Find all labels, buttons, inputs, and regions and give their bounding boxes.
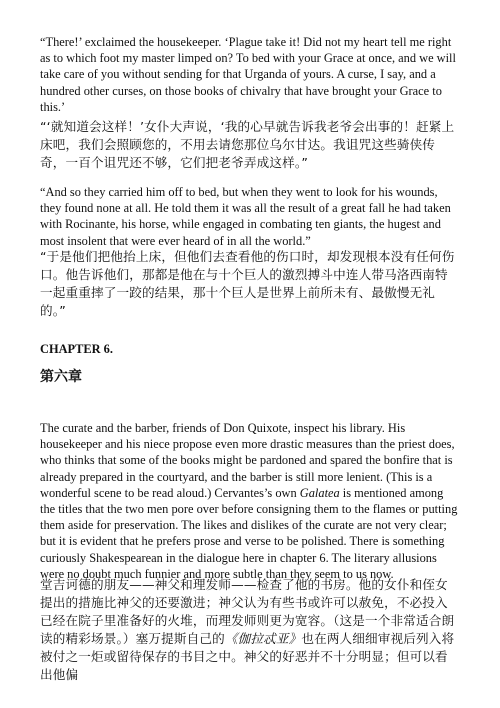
paragraph-en-text-part-2: is mentioned among the titles that the two men pore over before consigning them to the flames or putting them aside for preservation. The likes and dislikes of the curate are not very clear; but it is evident that he prefers prose and verse to be polished. There is something curiously Shakespearean in the dialogue here in chapter 6. The literary allusions were no doubt much funnier and more subtle than they seem to us now.	[40, 485, 458, 581]
chapter-heading-en: CHAPTER 6.	[40, 342, 113, 356]
paragraph-en-library-inspection	[40, 420, 460, 582]
paragraph-en-housekeeper: “There!’ exclaimed the housekeeper. ‘Plague take it! Did not my heart tell me right as to which foot my master limped on? To bed with your Grace at once, and we will take care of you without sending for that Urganda of yours. A curse, I say, and a hundred other curses, on those books of chivalry that have brought your Grace to this.’	[40, 35, 456, 114]
paragraph-zh-text-part-2: 也在两人细细审视后列入将被付之一炬或留待保存的书目之中。神父的好恶并不十分明显；但可以看出他偏	[40, 631, 455, 682]
paragraph-zh-library-inspection	[40, 576, 460, 684]
chapter-heading-zh: 第六章	[40, 369, 82, 385]
paragraph-zh-text-part-1: 堂吉诃德的朋友——神父和理发师——检查了他的书房。他的女仆和侄女提出的措施比神父的还要激进；神父认为有些书或许可以赦免，不必投入已经在院子里准备好的火堆，而理发师则更为宽容。（这是一个非常适合朗读的精彩场景。）塞万提斯自己的	[40, 577, 455, 646]
book-title-galatea-zh: 《伽拉忒亚》	[224, 631, 302, 646]
paragraph-zh-housekeeper: “‘就知道会这样！’女仆大声说，‘我的心早就告诉我老爷会出事的！赶紧上床吧，我们会照顾您的，不用去请您那位乌尔甘达。我诅咒这些骑侠传奇，一百个诅咒还不够，它们把老爷弄成这样。”	[40, 119, 455, 170]
paragraph-en-text-part-1: The curate and the barber, friends of Don Quixote, inspect his library. His housekeeper and his niece propose even more drastic measures than the priest does, who thinks that some of the books might be pardoned and spared the bonfire that is already prepared in the courtyard, and the barber is still more lenient. (This is a wonderful scene to be read aloud.) Cervantes’s own	[40, 421, 455, 500]
paragraph-zh-carried-to-bed: “于是他们把他抬上床，但他们去查看他的伤口时，却发现根本没有任何伤口。他告诉他们，那都是他在与十个巨人的激烈搏斗中连人带马洛西南特一起重重摔了一跤的结果，那十个巨人是世界上前所未有、最傲慢无礼的。”	[40, 249, 455, 318]
book-title-galatea: Galatea	[299, 485, 340, 500]
paragraph-en-carried-to-bed: “And so they carried him off to bed, but when they went to look for his wounds, they found none at all. He told them it was all the result of a great fall he had taken with Rocinante, his horse, while engaged in combating ten giants, the hugest and most insolent that were ever heard of in all the world.”	[40, 185, 451, 248]
